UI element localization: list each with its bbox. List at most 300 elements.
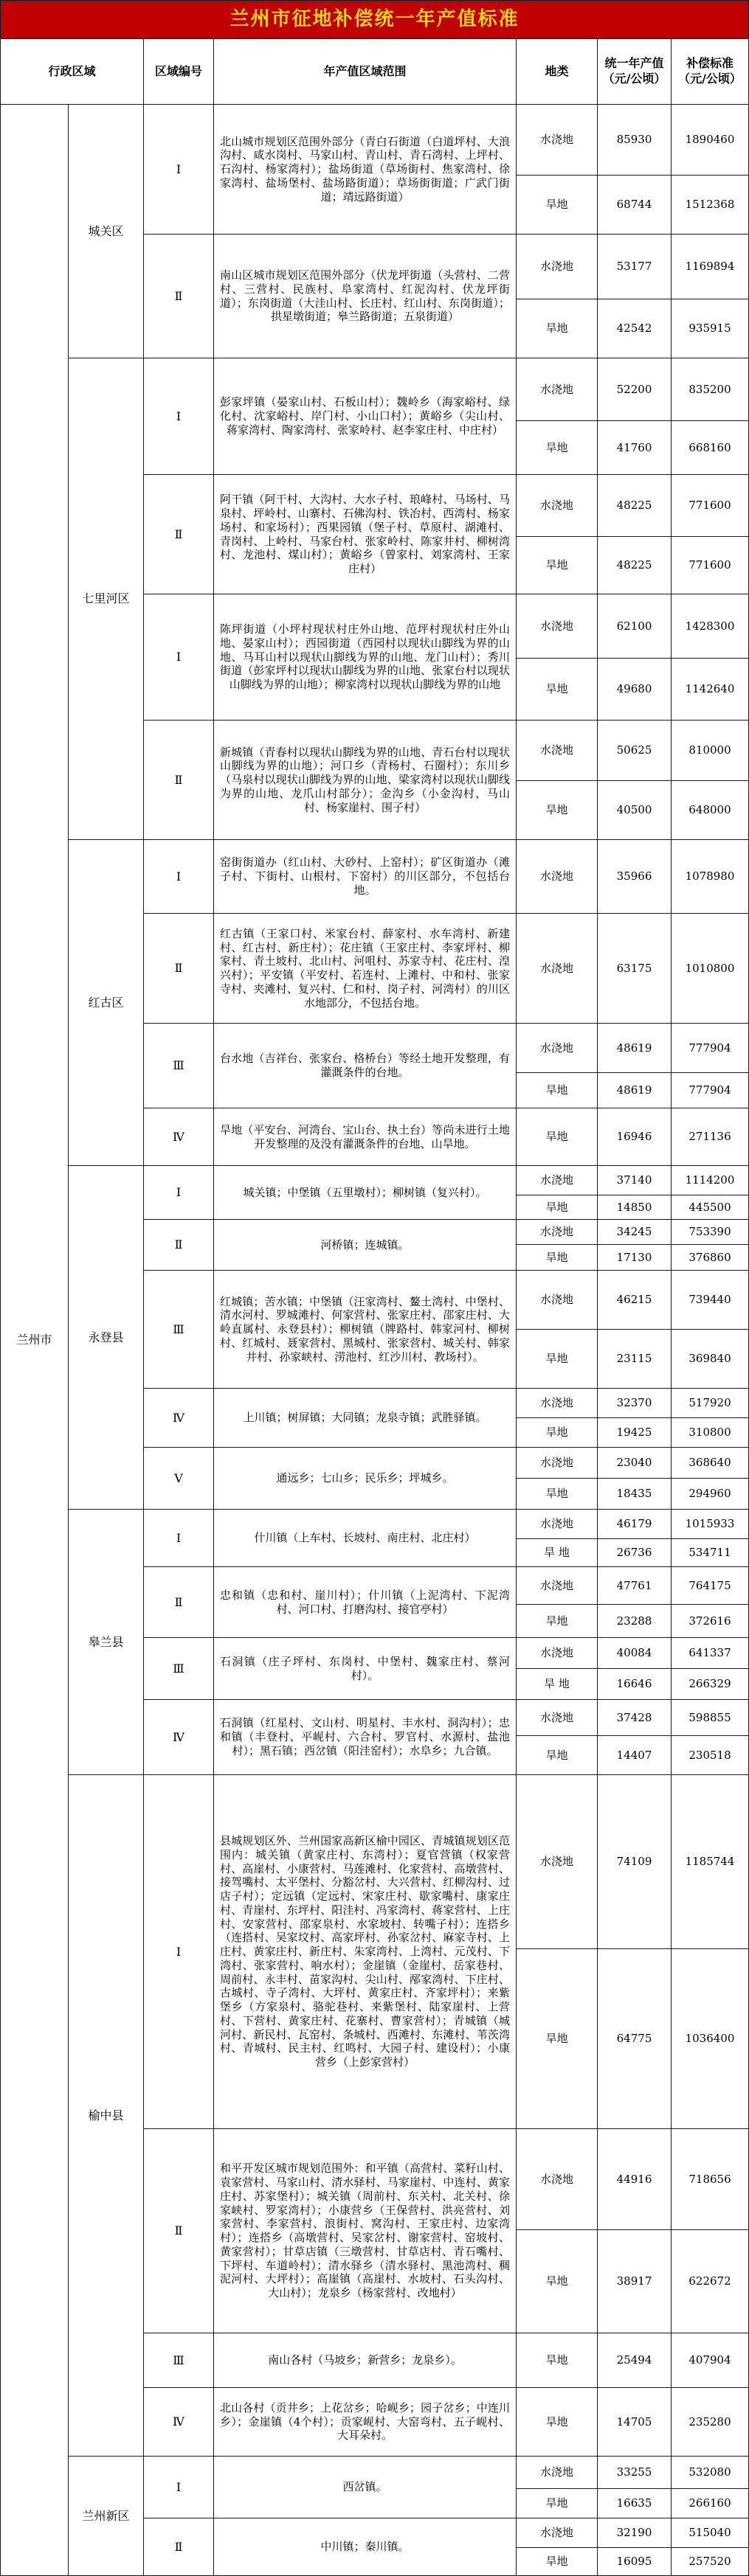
compensation-value-text: 310800 <box>688 1426 731 1440</box>
compensation-value <box>672 1245 749 1271</box>
land-type <box>517 1418 598 1448</box>
zone-range-text: 县城规划区外、兰州国家高新区榆中园区、青城镇规划区范围内：城关镇（黄家庄村、东湾村）；夏官营镇（权家营村、高崖村、小康营村、马莲滩村、化家营村、高墩营村、接驾嘴村、太平堡村、分豁岔村、大兴营村、红柳沟村、过店子村）；定远镇（定远村、宋家庄村、歇家嘴村、康家庄村、青崖村、东坪村、阳洼村、冯家湾村、蒋家营村、上庄村、安家营村、邵家泉村、水家坡村、转嘴子村）；连搭乡（连搭村、吴家坟村、高家坪村、孙家岔村、麻家寺村、上庄村、黄家庄村、新庄村、朱家湾村、上湾村、元茂村、下湾村、张家营村、响水村）；金崖镇（金崖村、岳家巷村、周前村、永丰村、苗家沟村、尖山村、邴家湾村、下庄村、古城村、寺子湾村、大坪村、黄家庄村、齐家坪村）；来紫堡乡（方家泉村、骆驼巷村、来紫堡村、陆家崖村、上营村、下营村、黄家庄村、花寨村、曹家营村）；青城镇（城河村、新民村、瓦窑村、条城村、西滩村、东滩村、苇茨湾村、青城村、民主村、红鸣村、大园子村、建设村）；小康营乡（上彭家营村） <box>220 1834 510 2069</box>
zone-range-text: 旱地（平安台、河湾台、宝山台、执土台）等尚未进行土地开发整理的及没有灌溉条件的台地、山旱地。 <box>220 1122 510 1150</box>
zone-range-text: 彭家坪镇（晏家山村、石板山村）；魏岭乡（海家峪村、绿化村、沈家峪村、岸门村、小山口村）；黄峪乡（尖山村、蒋家湾村、陶家湾村、张家岭村、赵李家庄村、中庄村） <box>220 395 510 437</box>
district-cell-text: 永登县 <box>88 1330 124 1344</box>
compensation-value-text: 1428300 <box>685 619 735 633</box>
zone-number-text: Ⅰ <box>176 1530 182 1545</box>
zone-range-text: 红古镇（王家口村、米家台村、薛家村、水车湾村、新建村、红古村、新庄村）；花庄镇（王家庄村、李家坪村、柳家村、青土坡村、北山村、河咀村、苏家寺村、花庄村、湟兴村）；平安镇（平安村、若连村、上滩村、中和村、张家寺村、夹滩村、复兴村、仁和村、岗子村、河湾村）的川区水地部分，不包括台地。 <box>220 926 510 1010</box>
land-type <box>517 2518 598 2548</box>
compensation-value <box>672 1700 749 1736</box>
district-cell-text: 兰州新区 <box>82 2508 130 2523</box>
zone-range <box>214 1389 517 1448</box>
compensation-value-text: 1010800 <box>685 961 735 975</box>
zone-range-text: 新城镇（青春村以现状山脚线为界的山地、青石台村以现状山脚线为界的山地）；河口乡（青杨村、石圈村）；东川乡（马泉村以现状山脚线为界的山地、梁家湾村以现状山脚线为界的山地、龙爪山村部分）；金沟乡（小金沟村、马山村、杨家崖村、围子村） <box>220 745 510 814</box>
zone-range-text: 西岔镇。 <box>342 2480 387 2494</box>
compensation-value <box>672 1108 749 1166</box>
annual-output-value <box>598 781 672 840</box>
annual-output-value-text: 48225 <box>616 499 652 513</box>
annual-output-value-text: 46179 <box>616 1517 652 1531</box>
land-type <box>517 840 598 914</box>
header-zone-number <box>144 39 214 105</box>
annual-output-value-text: 23040 <box>616 1456 652 1470</box>
compensation-value <box>672 1166 749 1195</box>
zone-number <box>144 1220 214 1271</box>
zone-range <box>214 1638 517 1700</box>
land-type <box>517 2548 598 2576</box>
land-type-text: 旱地 <box>545 2274 568 2288</box>
compensation-value-text: 1114200 <box>685 1173 735 1187</box>
zone-range <box>214 2388 517 2457</box>
land-type-text: 旱地 <box>545 1250 568 1264</box>
zone-number-text: Ⅰ <box>176 1185 182 1199</box>
zone-range <box>214 358 517 475</box>
land-type-text: 水浇地 <box>539 1517 573 1531</box>
annual-output-value-text: 23115 <box>616 1352 652 1366</box>
annual-output-value <box>598 1024 672 1073</box>
land-type <box>517 1271 598 1330</box>
zone-range <box>214 594 517 721</box>
land-type-text: 旱地 <box>545 1130 568 1144</box>
compensation-value <box>672 105 749 176</box>
land-type <box>517 1775 598 1949</box>
zone-number <box>144 105 214 235</box>
land-type <box>517 1567 598 1605</box>
annual-output-value <box>598 537 672 594</box>
land-type <box>517 1220 598 1245</box>
land-type-text: 水浇地 <box>539 1225 573 1239</box>
annual-output-value <box>598 1669 672 1700</box>
land-type-text: 旱地 <box>545 322 568 336</box>
compensation-value-text: 1890460 <box>685 133 735 147</box>
zone-number <box>144 2333 214 2388</box>
land-type <box>517 2333 598 2388</box>
compensation-value <box>672 840 749 914</box>
compensation-value-text: 532080 <box>688 2465 731 2479</box>
compensation-value-text: 718656 <box>688 2172 731 2186</box>
district-cell-text: 榆中县 <box>88 2108 124 2122</box>
compensation-value <box>672 2548 749 2576</box>
zone-range <box>214 1024 517 1108</box>
compensation-value <box>672 1605 749 1638</box>
zone-range-text: 北山各村（贡井乡；上花岔乡；哈岘乡；园子岔乡；中连川乡）；金崖镇（4个村）；贡家岘村、大窑弯村、五子岘村、大耳朵村。 <box>220 2400 510 2443</box>
land-type <box>517 537 598 594</box>
land-type-text: 水浇地 <box>539 619 573 633</box>
annual-output-value-text: 38917 <box>616 2274 652 2288</box>
land-type <box>517 1605 598 1638</box>
compensation-value <box>672 2518 749 2548</box>
compensation-value <box>672 2457 749 2489</box>
zone-number-text: Ⅱ <box>174 2223 183 2237</box>
zone-range <box>214 840 517 914</box>
compensation-value-text: 372616 <box>688 1614 731 1628</box>
header-admin-region-text: 行政区域 <box>48 63 96 78</box>
land-type <box>517 659 598 721</box>
land-type <box>517 1245 598 1271</box>
annual-output-value <box>598 1567 672 1605</box>
annual-output-value <box>598 914 672 1024</box>
zone-range <box>214 2518 517 2576</box>
annual-output-value-text: 14705 <box>616 2414 652 2429</box>
zone-number-text: Ⅱ <box>174 1594 183 1609</box>
compensation-value <box>672 594 749 659</box>
compensation-value <box>672 2333 749 2388</box>
land-type <box>517 2129 598 2230</box>
annual-output-value-text: 40084 <box>616 1646 652 1660</box>
compensation-value <box>672 1567 749 1605</box>
annual-output-value-text: 64775 <box>616 2032 652 2046</box>
land-type-text: 旱地 <box>545 440 568 454</box>
compensation-value-text: 271136 <box>688 1130 731 1144</box>
zone-number-text: Ⅱ <box>174 527 183 541</box>
land-type-text: 水浇地 <box>539 961 573 975</box>
compensation-value-text: 622672 <box>688 2274 731 2288</box>
compensation-value <box>672 659 749 721</box>
compensation-value-text: 764175 <box>688 1578 731 1592</box>
annual-output-value <box>598 299 672 358</box>
compensation-value-text: 810000 <box>688 743 731 757</box>
compensation-value <box>672 1448 749 1479</box>
zone-number-text: Ⅱ <box>174 961 183 975</box>
annual-output-value <box>598 1510 672 1539</box>
land-type <box>517 1638 598 1669</box>
zone-number <box>144 235 214 358</box>
land-type <box>517 1448 598 1479</box>
annual-output-value <box>598 594 672 659</box>
annual-output-value-text: 35966 <box>616 869 652 883</box>
annual-output-value-text: 14407 <box>616 1748 652 1762</box>
land-type <box>517 1669 598 1700</box>
zone-number-text: Ⅳ <box>173 1129 184 1144</box>
annual-output-value-text: 68744 <box>616 198 652 212</box>
zone-number <box>144 1024 214 1108</box>
annual-output-value-text: 33255 <box>616 2465 652 2479</box>
compensation-value <box>672 914 749 1024</box>
land-type-text: 旱地 <box>545 2353 568 2367</box>
zone-number <box>144 2518 214 2576</box>
annual-output-value <box>598 2333 672 2388</box>
zone-number <box>144 2457 214 2518</box>
annual-output-value <box>598 1108 672 1166</box>
compensation-value-text: 935915 <box>688 322 731 336</box>
compensation-value <box>672 1775 749 1949</box>
annual-output-value <box>598 1700 672 1736</box>
zone-number <box>144 914 214 1024</box>
land-type-text: 旱地 <box>545 2414 568 2429</box>
land-type <box>517 2457 598 2489</box>
zone-number-text: Ⅱ <box>174 2539 183 2554</box>
compensation-value-text: 835200 <box>688 382 731 396</box>
zone-range <box>214 1220 517 1271</box>
land-type <box>517 1736 598 1775</box>
annual-output-value <box>598 2548 672 2576</box>
land-type <box>517 1389 598 1418</box>
land-type-text: 水浇地 <box>539 1578 573 1592</box>
land-type-text: 旱地 <box>545 1426 568 1440</box>
zone-range-text: 北山城市规划区范围外部分（青白石街道（白道坪村、大浪沟村、咸水岗村、马家山村、青山村、青石湾村、上坪村、石沟村、杨家湾村）；盐场街道（草场街村、焦家湾村、徐家湾村、盐场堡村、盐场路街道）；草场街街道；广武门街道；靖远路街道） <box>220 134 510 204</box>
annual-output-value-text: 18435 <box>616 1487 652 1501</box>
zone-range <box>214 1567 517 1638</box>
zone-range <box>214 2333 517 2388</box>
header-annual-output-text: 统一年产值（元/公顷） <box>602 56 666 86</box>
annual-output-value-text: 50625 <box>616 743 652 757</box>
zone-range-text: 石洞镇（红星村、文山村、明星村、丰水村、洞沟村）；忠和镇（丰登村、平岘村、六合村、罗官村、水源村、盐池村）；黑石镇；西岔镇（阳洼窑村）；水阜乡；九合镇。 <box>220 1716 510 1757</box>
land-type <box>517 1479 598 1510</box>
land-type <box>517 1949 598 2129</box>
annual-output-value-text: 16646 <box>616 1677 652 1691</box>
compensation-value-text: 266329 <box>688 1677 731 1691</box>
table-title-text: 兰州市征地补偿统一年产值标准 <box>229 8 520 31</box>
annual-output-value-text: 25494 <box>616 2353 652 2367</box>
compensation-value-text: 534711 <box>688 1546 731 1560</box>
compensation-value-text: 445500 <box>688 1200 731 1214</box>
compensation-value <box>672 176 749 235</box>
zone-number <box>144 1567 214 1638</box>
compensation-value-text: 648000 <box>688 803 731 817</box>
compensation-value-text: 753390 <box>688 1225 731 1239</box>
annual-output-value <box>598 1195 672 1220</box>
compensation-value <box>672 2129 749 2230</box>
compensation-value <box>672 1539 749 1567</box>
annual-output-value-text: 48619 <box>616 1083 652 1097</box>
zone-number-text: Ⅰ <box>176 650 182 664</box>
zone-number <box>144 2129 214 2333</box>
zone-number-text: Ⅲ <box>173 1322 184 1336</box>
land-type <box>517 721 598 781</box>
annual-output-value <box>598 1245 672 1271</box>
annual-output-value <box>598 1638 672 1669</box>
zone-number-text: Ⅴ <box>174 1471 183 1485</box>
annual-output-value-text: 47761 <box>616 1578 652 1592</box>
land-type-text: 旱地 <box>545 198 568 212</box>
annual-output-value-text: 44916 <box>616 2172 652 2186</box>
compensation-value <box>672 1479 749 1510</box>
zone-number <box>144 1510 214 1567</box>
compensation-value-text: 376860 <box>688 1250 731 1264</box>
land-type <box>517 1073 598 1108</box>
compensation-value-text: 257520 <box>688 2555 731 2569</box>
land-type-text: 水浇地 <box>539 1855 573 1869</box>
header-land-type-text: 地类 <box>545 63 569 78</box>
compensation-value <box>672 2489 749 2518</box>
land-type-text: 水浇地 <box>539 1456 573 1470</box>
annual-output-value-text: 37140 <box>616 1173 652 1187</box>
annual-output-value-text: 62100 <box>616 619 652 633</box>
compensation-value <box>672 358 749 421</box>
annual-output-value-text: 41760 <box>616 440 652 454</box>
district-cell-text: 七里河区 <box>82 591 130 605</box>
zone-number-text: Ⅱ <box>174 772 183 787</box>
zone-number-text: Ⅲ <box>173 2353 184 2367</box>
compensation-value-text: 1078980 <box>685 869 735 883</box>
compensation-value-text: 641337 <box>688 1646 731 1660</box>
annual-output-value <box>598 1166 672 1195</box>
district-cell <box>69 105 144 358</box>
header-zone-range-text: 年产值区域范围 <box>323 63 407 78</box>
zone-range <box>214 2129 517 2333</box>
land-type-text: 水浇地 <box>539 1041 573 1055</box>
header-annual-output <box>598 39 672 105</box>
annual-output-value <box>598 176 672 235</box>
compensation-value-text: 1185744 <box>685 1855 735 1869</box>
annual-output-value <box>598 1775 672 1949</box>
zone-range-text: 石洞镇（庄子坪村、东岗村、中堡村、魏家庄村、蔡河村）。 <box>220 1654 510 1682</box>
land-type-text: 水浇地 <box>539 499 573 513</box>
annual-output-value-text: 40500 <box>616 803 652 817</box>
zone-range <box>214 1166 517 1220</box>
annual-output-value-text: 48619 <box>616 1041 652 1055</box>
compensation-value <box>672 1669 749 1700</box>
compensation-value <box>672 721 749 781</box>
compensation-value-text: 407904 <box>688 2353 731 2367</box>
land-type <box>517 235 598 299</box>
land-type-text: 水浇地 <box>539 2172 573 2186</box>
compensation-value-text: 235280 <box>688 2414 731 2429</box>
district-cell <box>69 840 144 1166</box>
zone-number <box>144 721 214 840</box>
compensation-value <box>672 1271 749 1330</box>
annual-output-value <box>598 1220 672 1245</box>
zone-range <box>214 721 517 840</box>
zone-range <box>214 475 517 594</box>
compensation-value <box>672 235 749 299</box>
zone-number-text: Ⅳ <box>173 1729 184 1744</box>
land-type-text: 水浇地 <box>539 2465 573 2479</box>
land-type-text: 旱地 <box>545 2032 568 2046</box>
zone-range-text: 窑街街道办（红山村、大砂村、上窑村）；矿区街道办（滩子村、下街村、山根村、下窑村）的川区部分，不包括台地。 <box>220 855 510 897</box>
annual-output-value <box>598 840 672 914</box>
compensation-value-text: 777904 <box>688 1041 731 1055</box>
land-type <box>517 176 598 235</box>
zone-number <box>144 2388 214 2457</box>
compensation-value <box>672 1638 749 1669</box>
zone-number <box>144 1108 214 1166</box>
compensation-value-text: 598855 <box>688 1710 731 1724</box>
compensation-value-text: 739440 <box>688 1293 731 1307</box>
annual-output-value <box>598 1073 672 1108</box>
zone-range <box>214 1448 517 1510</box>
compensation-value <box>672 299 749 358</box>
district-cell <box>69 1166 144 1510</box>
annual-output-value-text: 63175 <box>616 961 652 975</box>
zone-number-text: Ⅱ <box>174 1237 183 1251</box>
annual-output-value-text: 85930 <box>616 133 652 147</box>
compensation-value <box>672 1330 749 1389</box>
header-zone-number-text: 区域编号 <box>154 63 202 78</box>
annual-output-value <box>598 421 672 475</box>
compensation-value-text: 1169894 <box>685 260 735 274</box>
zone-range <box>214 105 517 235</box>
land-type <box>517 1195 598 1220</box>
zone-number <box>144 1389 214 1448</box>
zone-range-text: 南山区城市规划区范围外部分（伏龙坪街道（头营村、二营村、三营村、民族村、阜家湾村、红泥沟村、伏龙坪街道）；东岗街道（大洼山村、长庄村、红山村、东岗街道）；拱星墩街道；皋兰路街道；五泉街道） <box>220 268 510 324</box>
land-type-text: 旱地 <box>545 1352 568 1366</box>
land-type-text: 水浇地 <box>539 382 573 396</box>
land-type-text: 水浇地 <box>539 869 573 883</box>
compensation-value <box>672 1389 749 1418</box>
annual-output-value-text: 16095 <box>616 2555 652 2569</box>
compensation-value <box>672 1073 749 1108</box>
zone-range <box>214 914 517 1024</box>
zone-range-text: 上川镇；树屏镇；大同镇；龙泉寺镇；武胜驿镇。 <box>243 1411 487 1425</box>
zone-number-text: Ⅰ <box>176 2479 182 2494</box>
annual-output-value-text: 53177 <box>616 260 652 274</box>
compensation-value-text: 266160 <box>688 2496 731 2510</box>
compensation-value-text: 777904 <box>688 1083 731 1097</box>
zone-number <box>144 475 214 594</box>
zone-range <box>214 1271 517 1389</box>
district-cell <box>69 1510 144 1775</box>
land-type-text: 水浇地 <box>539 1396 573 1410</box>
compensation-value-text: 515040 <box>688 2526 731 2540</box>
annual-output-value-text: 17130 <box>616 1250 652 1264</box>
annual-output-value-text: 26736 <box>616 1546 652 1560</box>
zone-number-text: Ⅳ <box>173 1410 184 1425</box>
land-type <box>517 1166 598 1195</box>
city-cell <box>0 105 69 2576</box>
compensation-value-text: 230518 <box>688 1748 731 1762</box>
zone-number <box>144 1775 214 2129</box>
land-type-text: 旱 地 <box>544 1677 570 1691</box>
annual-output-value-text: 49680 <box>616 682 652 696</box>
land-type <box>517 781 598 840</box>
land-type <box>517 914 598 1024</box>
header-compensation <box>672 39 749 105</box>
compensation-value-text: 1015933 <box>685 1517 735 1531</box>
zone-number-text: Ⅳ <box>173 2414 184 2429</box>
land-type <box>517 421 598 475</box>
land-type <box>517 1510 598 1539</box>
annual-output-value-text: 52200 <box>616 382 652 396</box>
header-land-type <box>517 39 598 105</box>
annual-output-value <box>598 1418 672 1448</box>
zone-range <box>214 1775 517 2129</box>
zone-range <box>214 1510 517 1567</box>
land-type-text: 旱 地 <box>544 1546 570 1560</box>
annual-output-value <box>598 1479 672 1510</box>
compensation-value <box>672 421 749 475</box>
district-cell-text: 皋兰县 <box>88 1634 124 1649</box>
annual-output-value <box>598 1389 672 1418</box>
zone-range-text: 忠和镇（忠和村、崖川村）；什川镇（上泥湾村、下泥湾村、河口村、打磨沟村、接官亭村） <box>220 1588 510 1616</box>
annual-output-value-text: 16635 <box>616 2496 652 2510</box>
land-type-text: 旱地 <box>545 1614 568 1628</box>
zone-range-text: 通远乡；七山乡；民乐乡；坪城乡。 <box>276 1471 454 1485</box>
annual-output-value-text: 42542 <box>616 322 652 336</box>
zone-range-text: 陈坪街道（小坪村现状村庄外山地、范坪村现状村庄外山地、晏家山村）；西园街道（西园村以现状山脚线为界的山地、马耳山村以现状山脚线为界的山地、龙门山村）；秀川街道（彭家坪村以现状山脚线为界的山地、张家台村以现状山脚线为界的山地）；柳家湾村以现状山脚线为界的山地 <box>220 622 510 692</box>
annual-output-value <box>598 235 672 299</box>
table-title <box>0 0 749 39</box>
zone-number-text: Ⅲ <box>173 1058 184 1072</box>
zone-range <box>214 2457 517 2518</box>
header-compensation-text: 补偿标准（元/公顷） <box>678 56 742 86</box>
zone-range-text: 阿干镇（阿干村、大沟村、大水子村、琅峰村、马场村、马泉村、坪岭村、山寨村、石佛沟村、铁冶村、西湾村、杨家场村、和家场村）；西果园镇（堡子村、草原村、湖滩村、青岗村、上岭村、马家台村、张家岭村、陈家井村、柳树湾村、龙池村、煤山村）；黄峪乡（曾家村、刘家湾村、王家庄村） <box>220 493 510 575</box>
annual-output-value-text: 46215 <box>616 1293 652 1307</box>
compensation-value <box>672 1510 749 1539</box>
compensation-value <box>672 1418 749 1448</box>
zone-number <box>144 1638 214 1700</box>
land-type <box>517 2388 598 2457</box>
zone-range-text: 河桥镇；连城镇。 <box>320 1237 410 1251</box>
district-cell-text: 城关区 <box>88 223 124 238</box>
annual-output-value-text: 19425 <box>616 1426 652 1440</box>
zone-range <box>214 1108 517 1166</box>
zone-number <box>144 594 214 721</box>
annual-output-value <box>598 2230 672 2333</box>
land-type <box>517 2230 598 2333</box>
compensation-value-text: 517920 <box>688 1396 731 1410</box>
zone-number <box>144 1271 214 1389</box>
